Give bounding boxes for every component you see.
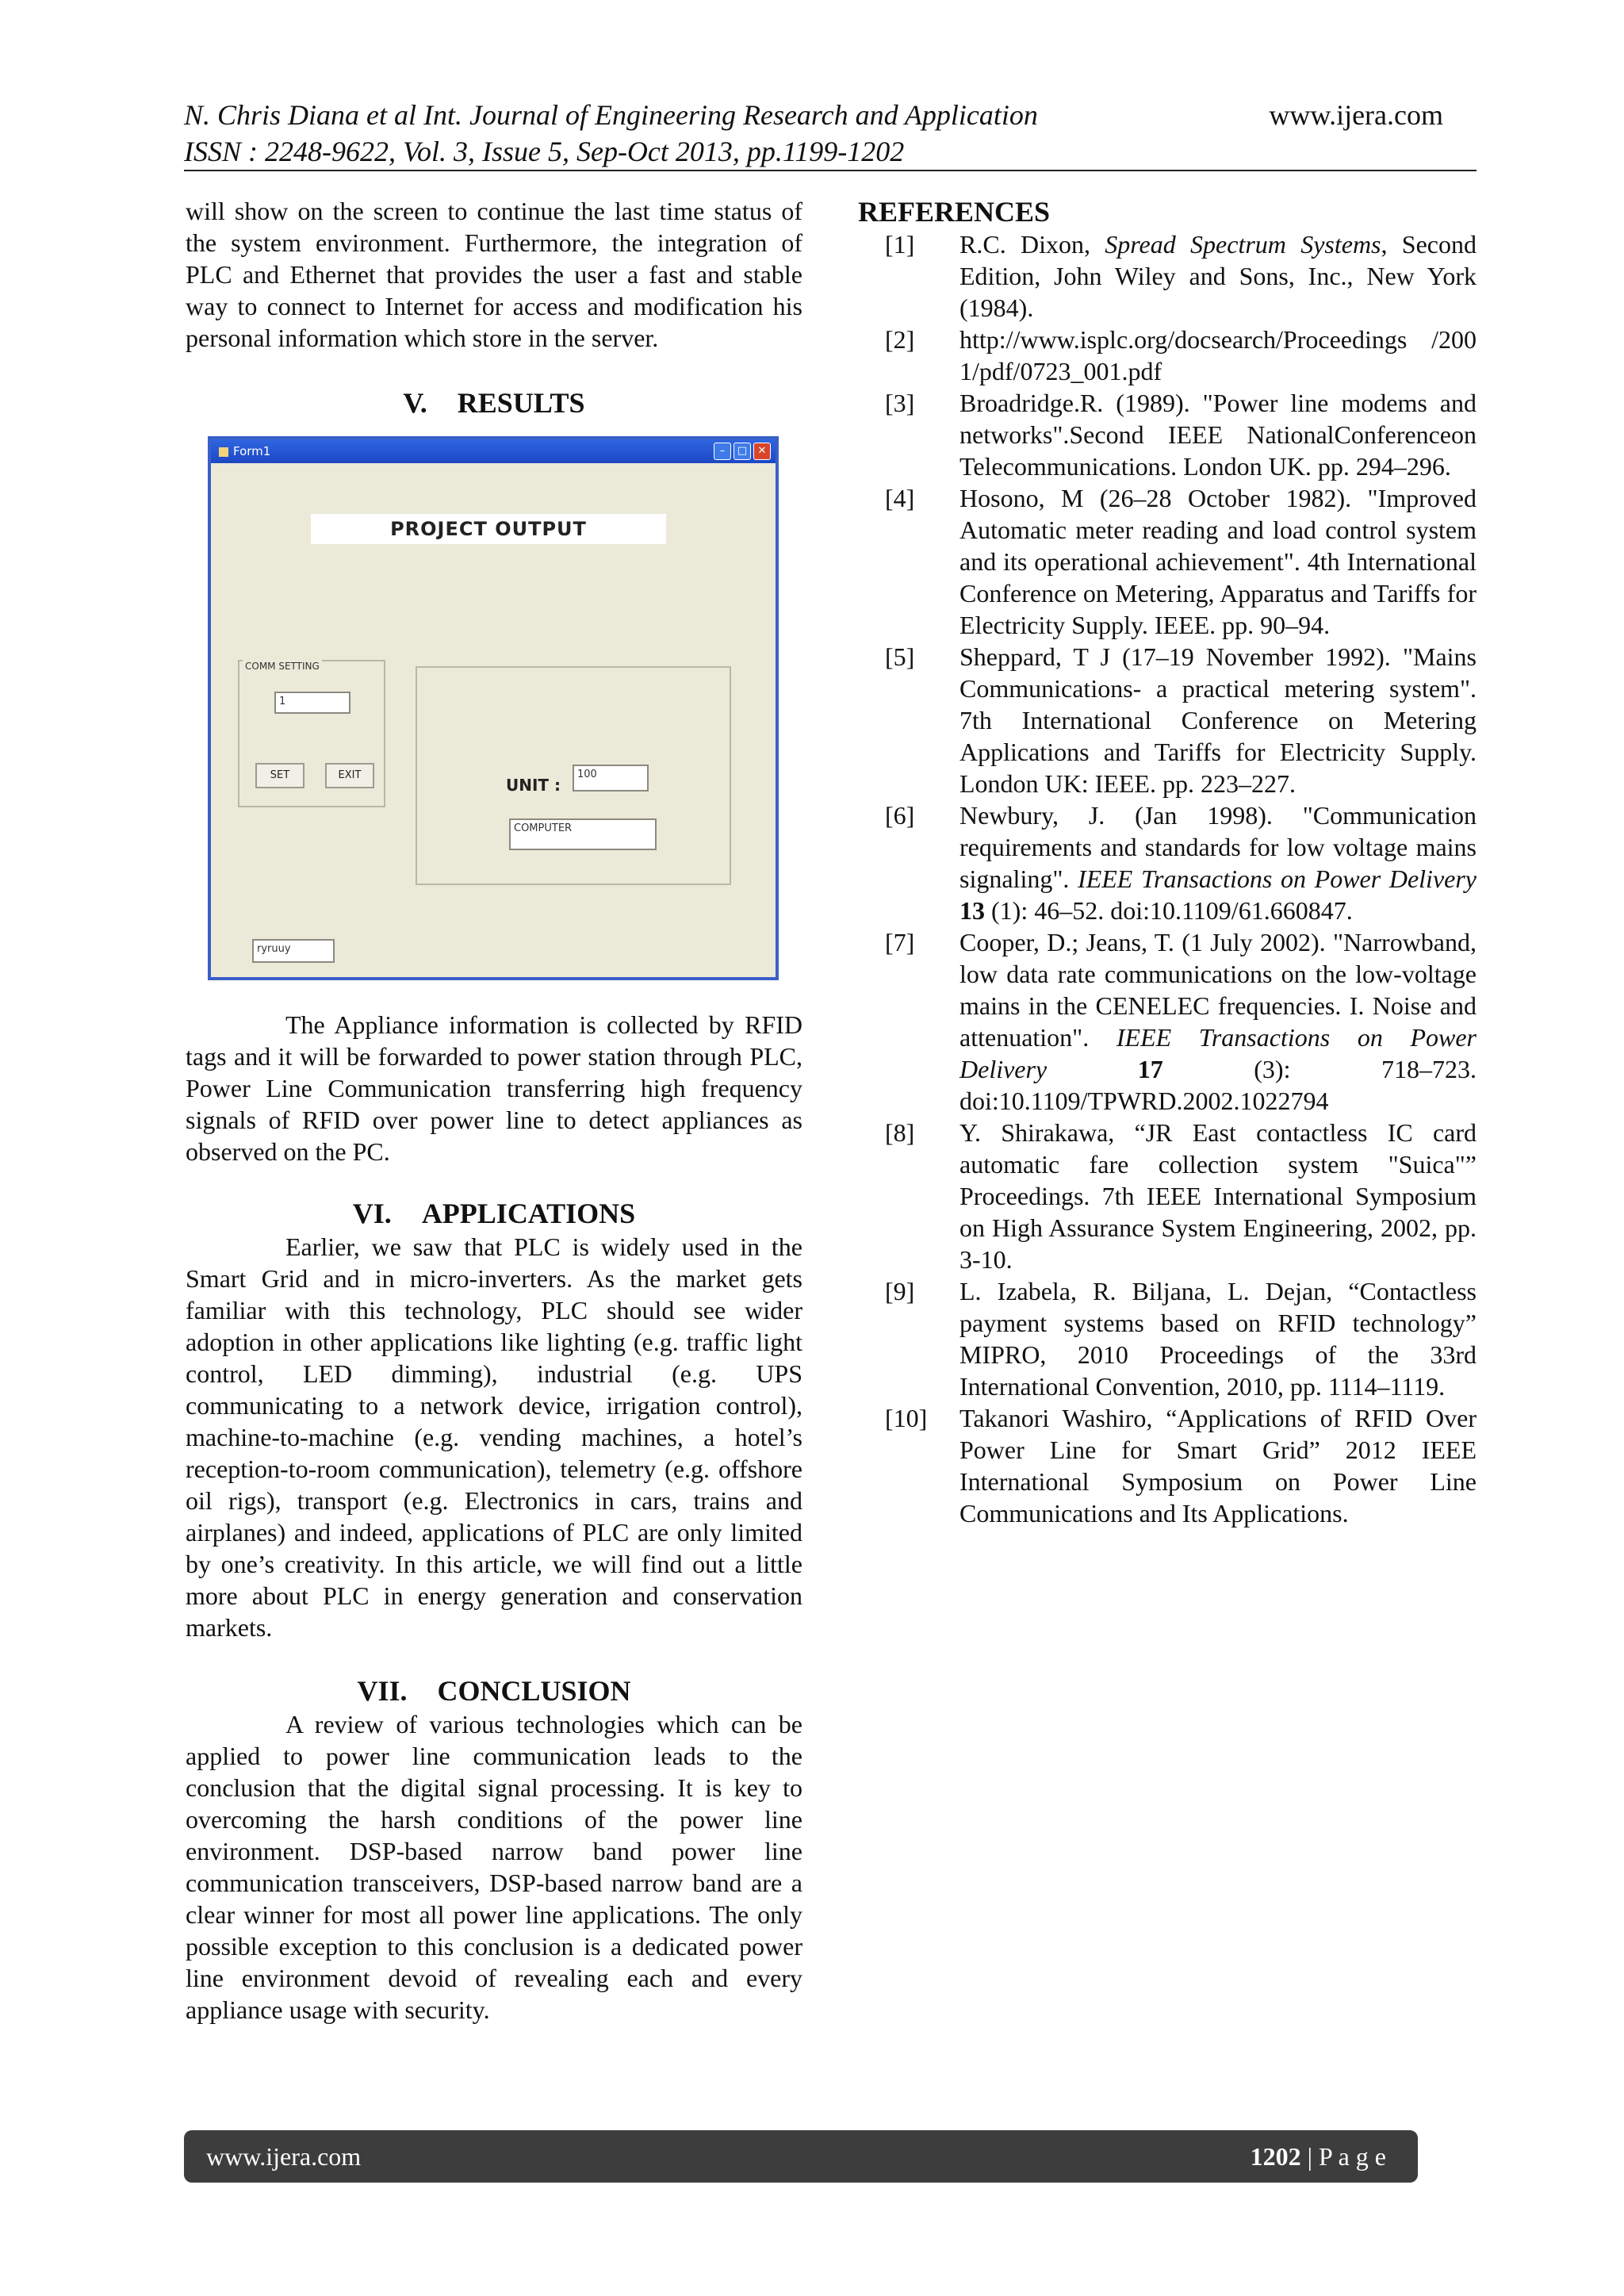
reference-item xyxy=(858,1402,1477,1529)
reference-link[interactable]: http://www.isplc.org/docsearch/Proceedings /2001/pdf/0723_001.pdf xyxy=(959,325,1477,385)
reference-item: [1] R.C. Dixon, Spread Spectrum Systems, Second Edition, John Wiley and Sons, Inc., New York (1984). xyxy=(858,228,1477,324)
page-footer xyxy=(184,2130,1418,2183)
reference-text: Hosono, M (26–28 October 1982). "Improved Automatic meter reading and load control system and its operational achievement". 4th International Conference on Metering, Apparatus and Tariffs for Electricity Supply. IEEE. pp. 90–94. xyxy=(959,484,1477,639)
minimize-icon[interactable]: – xyxy=(714,443,731,460)
reference-number: [9] xyxy=(885,1277,915,1305)
reference-number: [8] xyxy=(885,1118,915,1147)
header-site-link[interactable]: www.ijera.com xyxy=(1269,99,1443,131)
set-button[interactable]: SET xyxy=(255,763,304,788)
reference-number: [2] xyxy=(885,325,915,354)
unit-label: UNIT : xyxy=(506,776,561,795)
results-heading xyxy=(186,385,802,420)
reference-number: [3] xyxy=(885,389,915,417)
reference-item xyxy=(858,1117,1477,1275)
results-paragraph: The Appliance information is collected by RFID tags and it will be forwarded to power station through PLC, Power Line Communication transferring high frequency signals of RFID over power line to detect appliances as observed on the PC. xyxy=(186,1010,802,1166)
reference-number: [10] xyxy=(885,1404,928,1432)
reference-item xyxy=(858,1275,1477,1402)
form-titlebar xyxy=(211,439,776,463)
conclusion-paragraph: A review of various technologies which can be applied to power line communication leads to the conclusion that the digital signal processing. It is key to overcoming the harsh conditions of the power line environment. DSP-based narrow band power line communication transceivers, DSP-based narrow band are a clear winner for most all power line applications. The only possible exception to this conclusion is a dedicated power line environment devoid of revealing each and every appliance usage with security. xyxy=(186,1710,802,2024)
window-title: Form1 xyxy=(233,444,271,458)
conclusion-heading xyxy=(186,1673,802,1708)
window-icon xyxy=(219,447,228,457)
device-name-field[interactable]: COMPUTER xyxy=(509,818,657,850)
journal-title: N. Chris Diana et al Int. Journal of Engineering Research and Application xyxy=(184,99,1038,131)
status-field[interactable]: ryruuy xyxy=(252,939,335,963)
running-header xyxy=(184,97,1477,170)
applications-number: VI. xyxy=(352,1198,392,1229)
right-column xyxy=(858,195,1477,1529)
left-column xyxy=(186,195,802,2026)
unit-value-field[interactable]: 100 xyxy=(573,765,649,792)
reference-text: Sheppard, T J (17–19 November 1992). "Mains Communications- a practical metering system". 7th International Conference on Metering Applications and Tariffs for Electricity Supply. London UK: IEEE. pp. 223–227. xyxy=(959,642,1477,798)
comm-port-input[interactable]: 1 xyxy=(274,692,350,714)
reference-item: [6] Newbury, J. (Jan 1998). "Communication requirements and standards for low voltage mains signaling". IEEE Transactions on Power Delivery 13 (1): 46–52. doi:10.1109/61.660847. xyxy=(858,799,1477,926)
exit-button[interactable]: EXIT xyxy=(325,763,374,788)
reference-number: [1] xyxy=(885,230,915,259)
close-icon[interactable]: ✕ xyxy=(753,443,771,460)
reference-item xyxy=(858,482,1477,641)
project-output-label: PROJECT OUTPUT xyxy=(311,514,666,544)
reference-number: [7] xyxy=(885,928,915,956)
reference-text: Y. Shirakawa, “JR East contactless IC card automatic fare collection system "Suica"” Proceedings. 7th IEEE International Symposium on High Assurance System Engineering, 2002, pp. 3-10. xyxy=(959,1118,1477,1274)
reference-item xyxy=(858,641,1477,799)
references-heading: REFERENCES xyxy=(858,196,1051,228)
form-screenshot xyxy=(208,436,779,980)
conclusion-title: CONCLUSION xyxy=(437,1675,631,1707)
reference-text: Takanori Washiro, “Applications of RFID Over Power Line for Smart Grid” 2012 IEEE International Symposium on Power Line Communications and Its Applications. xyxy=(959,1404,1477,1527)
footer-site-link[interactable]: www.ijera.com xyxy=(206,2141,362,2171)
maximize-icon[interactable]: □ xyxy=(733,443,751,460)
results-number: V. xyxy=(403,387,427,419)
applications-heading xyxy=(186,1196,802,1231)
comm-setting-legend: COMM SETTING xyxy=(243,650,322,682)
applications-title: APPLICATIONS xyxy=(421,1198,636,1229)
reference-number: [6] xyxy=(885,801,915,830)
header-divider xyxy=(184,170,1477,171)
intro-paragraph: will show on the screen to continue the last time status of the system environment. Furthermore, the integration of PLC and Ethernet that provides the user a fast and stable way to connect to Internet for access and modification his personal information which store in the server. xyxy=(186,197,802,352)
reference-number: [5] xyxy=(885,642,915,671)
reference-text: L. Izabela, R. Biljana, L. Dejan, “Contactless payment systems based on RFID technology” MIPRO, 2010 Proceedings of the 33rd International Convention, 2010, pp. 1114–1119. xyxy=(959,1277,1477,1401)
reference-item: [7] Cooper, D.; Jeans, T. (1 July 2002). "Narrowband, low data rate communications on the low-voltage mains in the CENELEC frequencies. I. Noise and attenuation". IEEE Transactions on Power Delivery 17 (3): 718–723. doi:10.1109/TPWRD.2002.1022794 xyxy=(858,926,1477,1117)
issn-line: ISSN : 2248-9622, Vol. 3, Issue 5, Sep-Oct 2013, pp.1199-1202 xyxy=(184,136,905,167)
conclusion-number: VII. xyxy=(357,1675,408,1707)
reference-number: [4] xyxy=(885,484,915,512)
reference-item xyxy=(858,324,1477,387)
results-title: RESULTS xyxy=(457,387,585,419)
reference-item xyxy=(858,387,1477,482)
applications-paragraph: Earlier, we saw that PLC is widely used in the Smart Grid and in micro-inverters. As the market gets familiar with this technology, PLC should see wider adoption in other applications like lighting (e.g. traffic light control, LED dimming), industrial (e.g. UPS communicating to a network device, irrigation control), machine-to-machine (e.g. vending machines, a hotel’s reception-to-room communication), telemetry (e.g. offshore oil rigs), transport (e.g. Electronics in cars, trains and airplanes) and indeed, applications of PLC are only limited by one’s creativity. In this article, we will find out a little more about PLC in energy generation and conservation markets. xyxy=(186,1232,802,1642)
reference-text: Broadridge.R. (1989). "Power line modems and networks".Second IEEE NationalConferenceon Telecommunications. London UK. pp. 294–296. xyxy=(959,389,1477,481)
page-number: 1202 | P a g e xyxy=(1250,2141,1386,2171)
